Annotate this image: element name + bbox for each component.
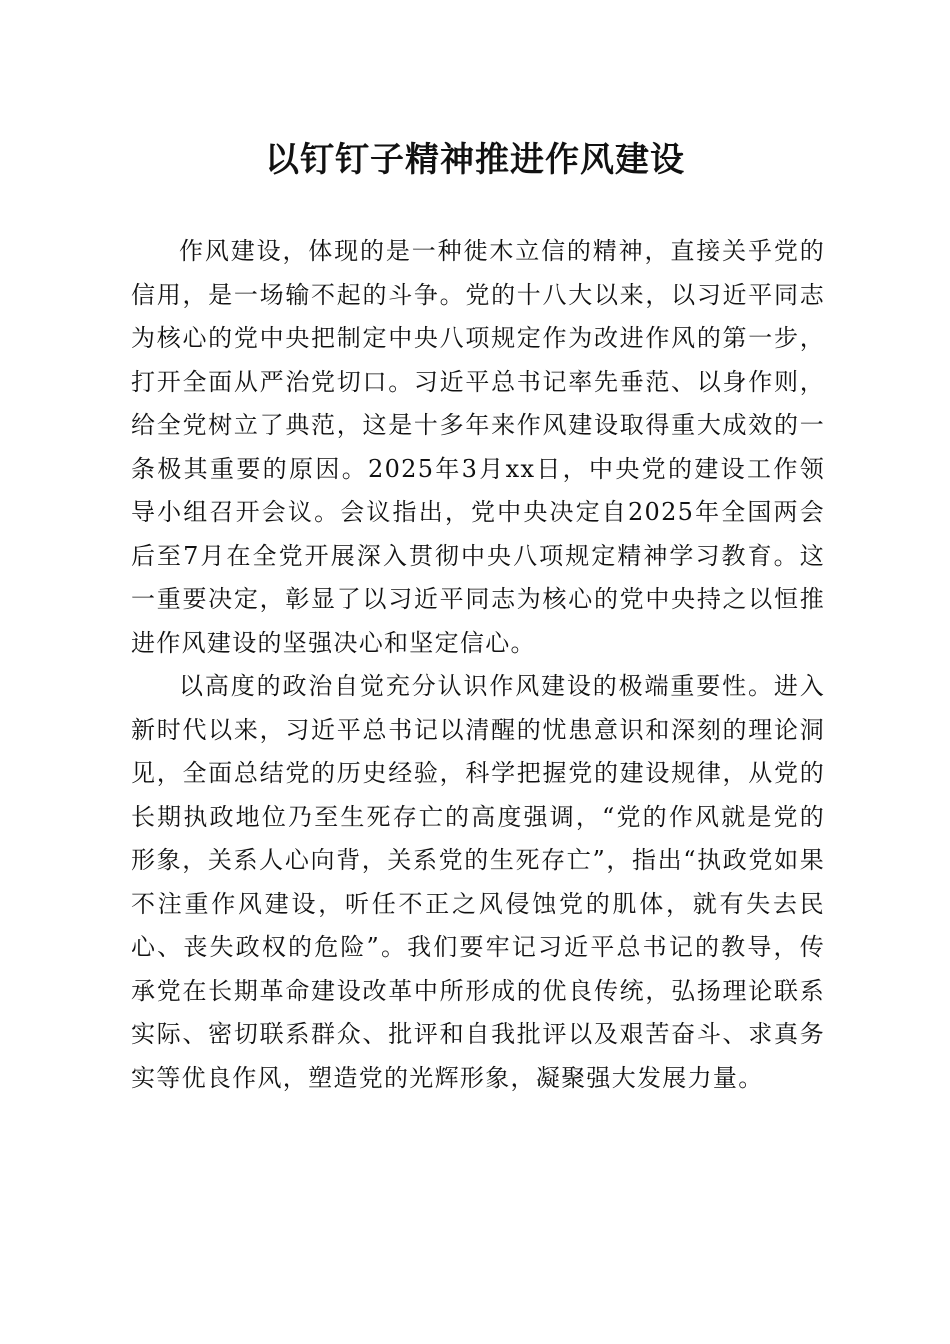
paragraph-2: 以高度的政治自觉充分认识作风建设的极端重要性。进入新时代以来，习近平总书记以清醒的忧患意识和深刻的理论洞见，全面总结党的历史经验，科学把握党的建设规律，从党的长期执政地位乃至生死存亡的高度强调，“党的作风就是党的形象，关系人心向背，关系党的生死存亡”，指出“执政党如果不注重作风建设，听任不正之风侵蚀党的肌体，就有失去民心、丧失政权的危险”。我们要牢记习近平总书记的教导，传承党在长期革命建设改革中所形成的优良传统，弘扬理论联系实际、密切联系群众、批评和自我批评以及艰苦奋斗、求真务实等优良作风，塑造党的光辉形象，凝聚强大发展力量。 bbox=[131, 672, 825, 1092]
paragraph-1: 作风建设，体现的是一种徙木立信的精神，直接关乎党的信用，是一场输不起的斗争。党的十八大以来，以习近平同志为核心的党中央把制定中央八项规定作为改进作风的第一步，打开全面从严治党切口。习近平总书记率先垂范、以身作则，给全党树立了典范，这是十多年来作风建设取得重大成效的一条极其重要的原因。2025年3月xx日，中央党的建设工作领导小组召开会议。会议指出，党中央决定自2025年全国两会后至7月在全党开展深入贯彻中央八项规定精神学习教育。这一重要决定，彰显了以习近平同志为核心的党中央持之以恒推进作风建设的坚强决心和坚定信心。 bbox=[131, 237, 825, 657]
document-title: 以钉钉子精神推进作风建设 bbox=[265, 140, 685, 180]
document-body bbox=[131, 230, 825, 1100]
